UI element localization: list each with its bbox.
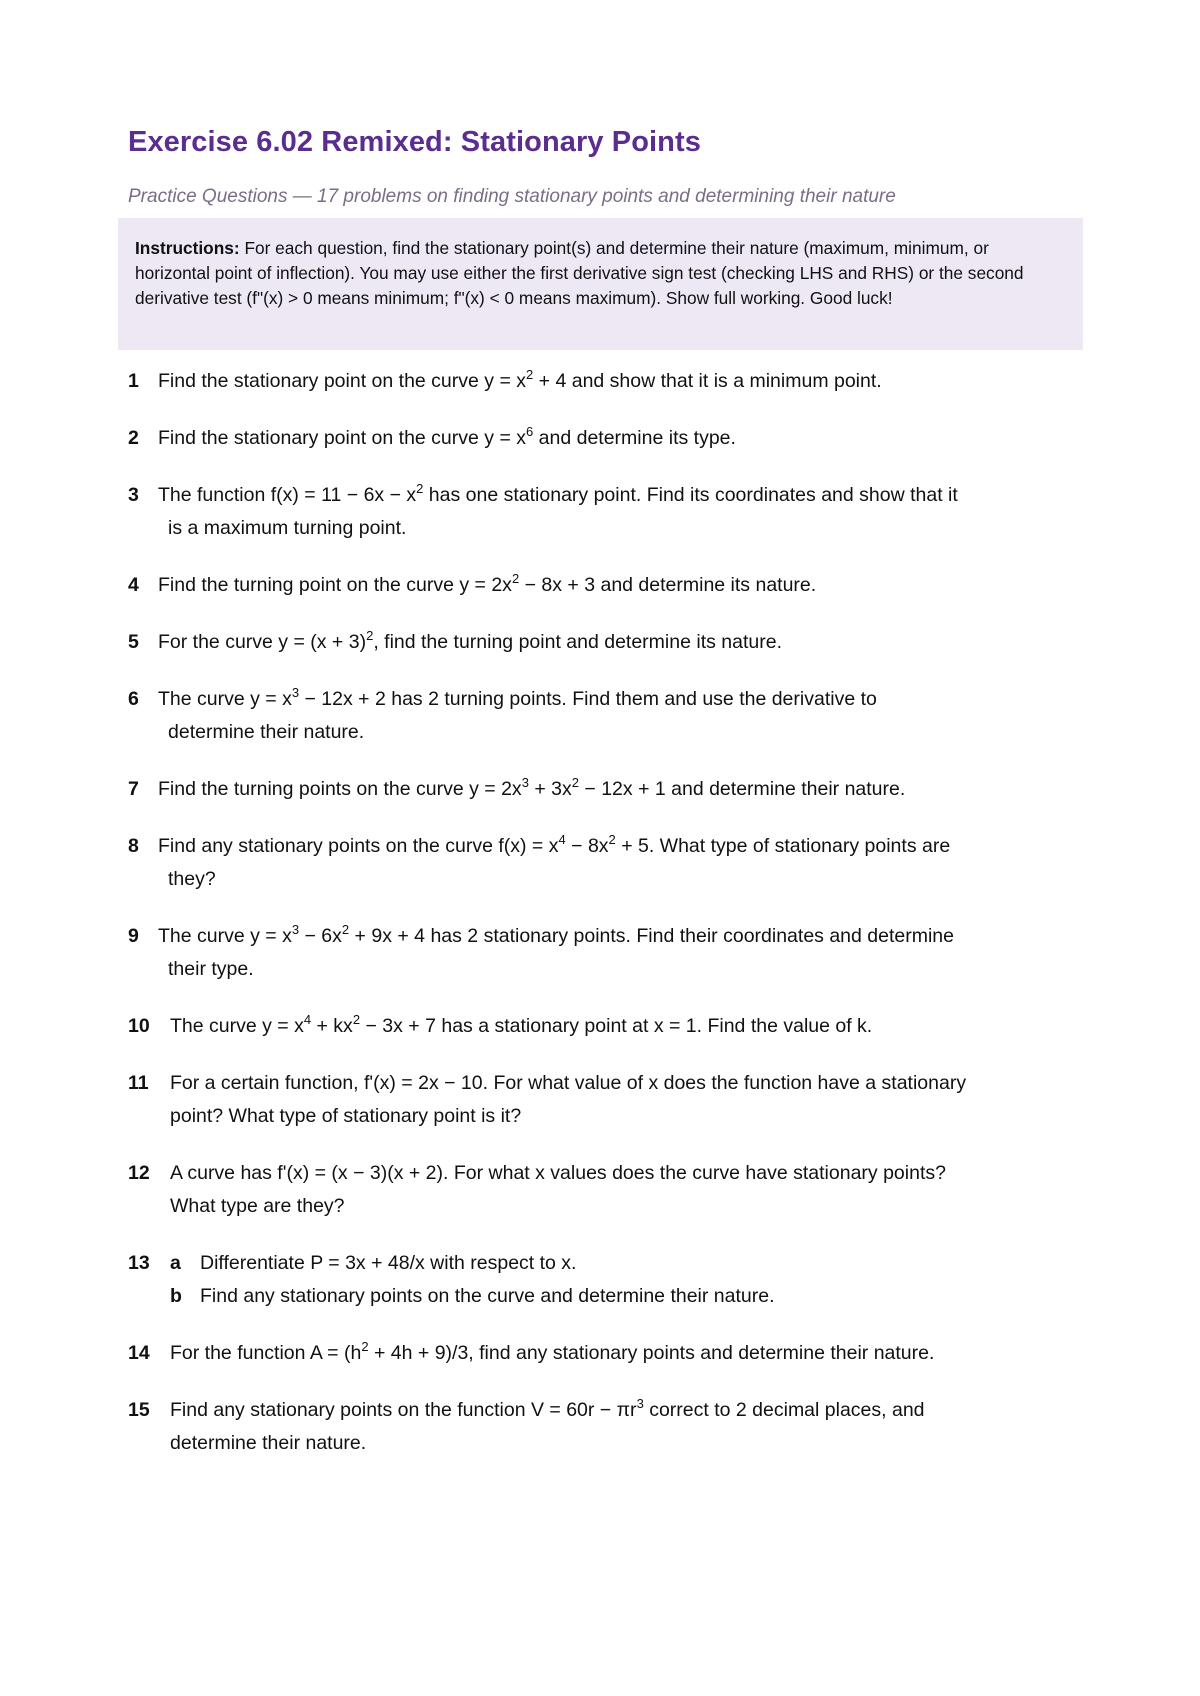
question-4 [128, 569, 1088, 602]
question-number: 7 [128, 778, 139, 800]
question-text: + 4h + 9)/3, find any stationary points and determine their nature. [368, 1342, 935, 1364]
question-10 [128, 1010, 1088, 1043]
question-text: For the curve y = (x + 3) [158, 631, 367, 653]
question-number: 14 [128, 1342, 150, 1364]
question-text: − 8x [565, 835, 609, 857]
question-list [128, 365, 1088, 1460]
question-12 [128, 1157, 1088, 1223]
exponent: 2 [361, 1339, 369, 1354]
question-number: 13 [128, 1252, 150, 1274]
question-6 [128, 683, 1088, 749]
page-subtitle: Practice Questions — 17 problems on finding stationary points and determining their nature [128, 186, 896, 207]
part-letter: b [170, 1285, 182, 1307]
question-text: has one stationary point. Find its coordinates and show that it [423, 484, 958, 506]
question-continuation: determine their nature. [170, 1432, 367, 1454]
question-text: + 4 and show that it is a minimum point. [533, 370, 882, 392]
question-number: 11 [128, 1072, 149, 1094]
question-text: − 3x + 7 has a stationary point at x = 1. Find the value of k. [360, 1015, 873, 1037]
question-number: 6 [128, 688, 139, 710]
question-text: The function f(x) = 11 − 6x − x [158, 484, 417, 506]
question-text: Find any stationary points on the function V = 60r − πr [170, 1399, 637, 1421]
exponent: 2 [608, 832, 616, 847]
exponent: 4 [558, 832, 566, 847]
exponent: 2 [352, 1012, 361, 1027]
question-continuation: they? [168, 868, 216, 890]
exponent: 2 [511, 571, 520, 586]
question-number: 1 [128, 370, 139, 392]
question-continuation: What type are they? [170, 1195, 345, 1217]
question-number: 12 [128, 1162, 150, 1184]
question-7 [128, 773, 1088, 806]
question-number: 5 [128, 631, 139, 653]
question-text: + 9x + 4 has 2 stationary points. Find their coordinates and determine [349, 925, 954, 947]
exponent: 6 [526, 424, 534, 439]
exponent: 4 [303, 1012, 312, 1027]
question-number: 9 [128, 925, 139, 947]
exponent: 2 [571, 775, 579, 790]
question-text: , find the turning point and determine its nature. [373, 631, 782, 653]
question-text: A curve has f'(x) = (x − 3)(x + 2). For what x values does the curve have stationary points? [170, 1162, 946, 1184]
question-14 [128, 1337, 1088, 1370]
question-text: The curve y = x [170, 1015, 304, 1037]
instructions-box [118, 218, 1083, 350]
question-11 [128, 1067, 1088, 1133]
exponent: 3 [521, 775, 529, 790]
question-number: 10 [128, 1015, 150, 1037]
part-text: Differentiate P = 3x + 48/x with respect to x. [200, 1252, 577, 1274]
question-text: The curve y = x [158, 688, 292, 710]
question-text: − 12x + 1 and determine their nature. [578, 778, 906, 800]
question-number: 4 [128, 574, 139, 596]
part-letter: a [170, 1252, 181, 1274]
question-1 [128, 365, 1088, 398]
question-5 [128, 626, 1088, 659]
question-number: 2 [128, 427, 139, 449]
question-text: + 3x [528, 778, 572, 800]
question-part-a [170, 1247, 1088, 1280]
question-2 [128, 422, 1088, 455]
question-text: Find the stationary point on the curve y = x [158, 370, 526, 392]
exponent: 3 [636, 1396, 644, 1411]
question-9 [128, 920, 1088, 986]
page-title: Exercise 6.02 Remixed: Stationary Points [128, 126, 701, 158]
question-text: − 8x + 3 and determine its nature. [519, 574, 817, 596]
question-13 [128, 1247, 1088, 1313]
question-part-b [170, 1280, 1088, 1313]
question-text: − 6x [299, 925, 342, 947]
exponent: 2 [366, 628, 374, 643]
question-15 [128, 1394, 1088, 1460]
question-text: Find any stationary points on the curve f(x) = x [158, 835, 559, 857]
question-text: + kx [311, 1015, 353, 1037]
question-text: Find the turning point on the curve y = 2x [158, 574, 512, 596]
exponent: 2 [416, 481, 424, 496]
question-number: 3 [128, 484, 139, 506]
question-continuation: determine their nature. [168, 721, 365, 743]
question-number: 8 [128, 835, 139, 857]
exponent: 3 [291, 922, 300, 937]
question-text: + 5. What type of stationary points are [615, 835, 951, 857]
question-continuation: their type. [168, 958, 254, 980]
instructions-label: Instructions: [135, 238, 240, 258]
question-text: and determine its type. [533, 427, 736, 449]
exponent: 2 [341, 922, 350, 937]
question-continuation: is a maximum turning point. [168, 517, 407, 539]
question-continuation: point? What type of stationary point is it? [170, 1105, 522, 1127]
question-3 [128, 479, 1088, 545]
question-text: For the function A = (h [170, 1342, 362, 1364]
question-text: The curve y = x [158, 925, 292, 947]
question-8 [128, 830, 1088, 896]
exponent: 3 [291, 685, 300, 700]
question-text: Find the stationary point on the curve y = x [158, 427, 526, 449]
part-text: Find any stationary points on the curve and determine their nature. [200, 1285, 775, 1307]
question-text: For a certain function, f'(x) = 2x − 10. For what value of x does the function have a stationary [170, 1072, 967, 1094]
question-text: − 12x + 2 has 2 turning points. Find them and use the derivative to [299, 688, 877, 710]
instructions-text: For each question, find the stationary point(s) and determine their nature (maximum, minimum, or horizontal point of inflection). You may use either the first derivative sign test (checking LHS and RHS) or the second derivative test (f"(x) > 0 means minimum; f"(x) < 0 means maximum). Show full working. Good luck! [135, 238, 1024, 308]
question-number: 15 [128, 1399, 150, 1421]
exponent: 2 [526, 367, 534, 382]
question-text: Find the turning points on the curve y = 2x [158, 778, 522, 800]
question-text: correct to 2 decimal places, and [643, 1399, 925, 1421]
